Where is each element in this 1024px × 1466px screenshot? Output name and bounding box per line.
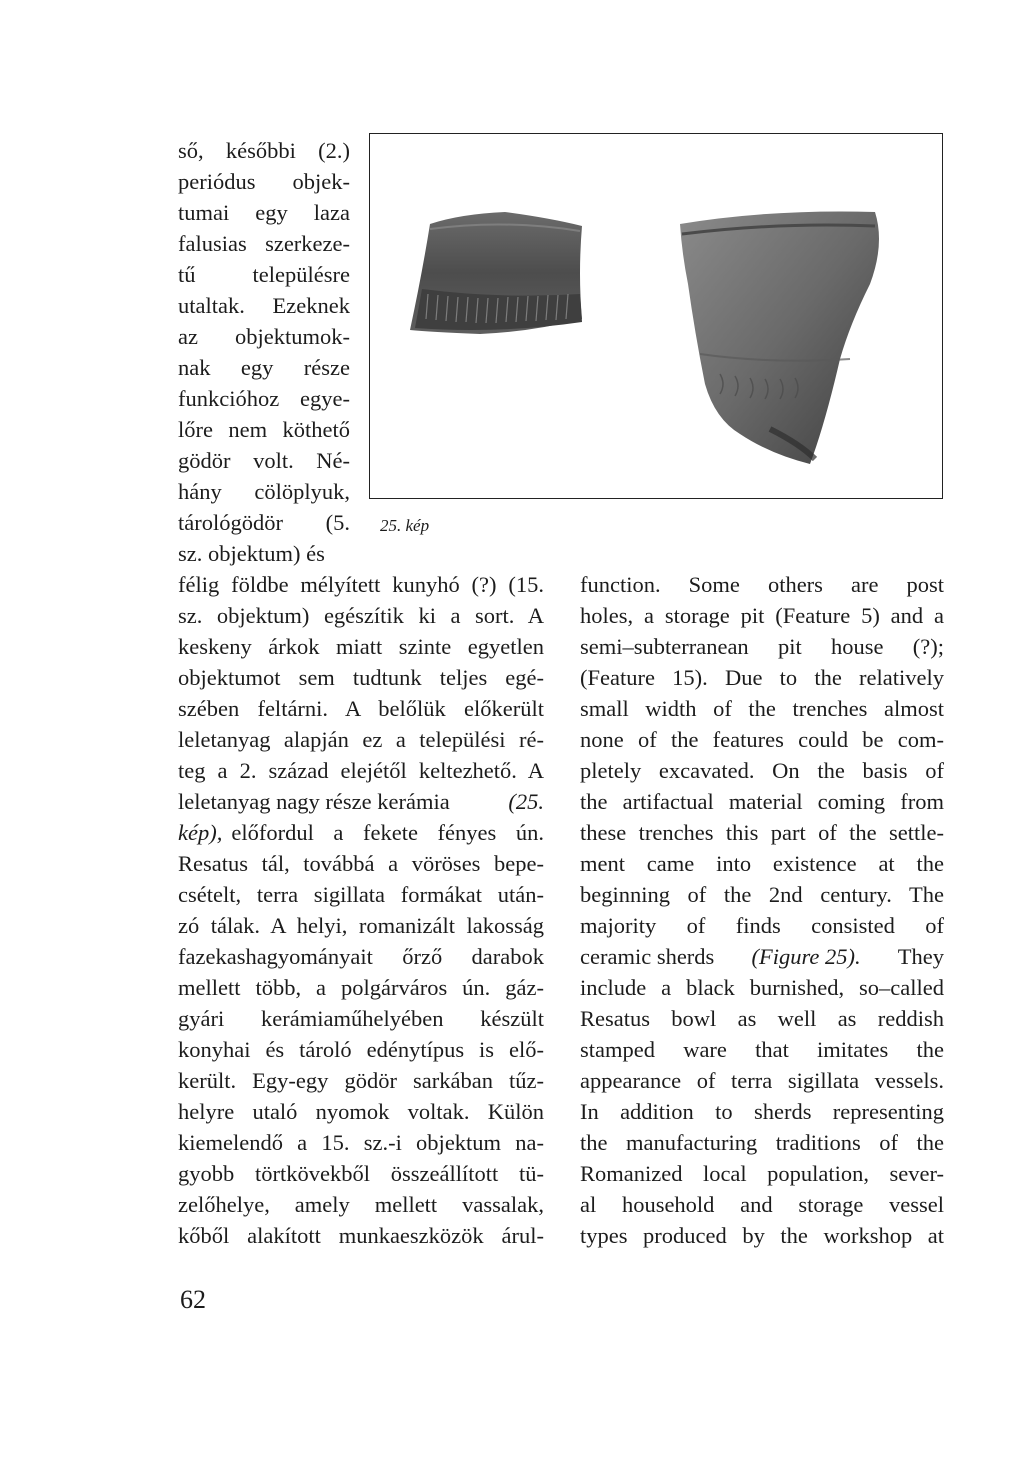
- right-text-line: types produced by the workshop at: [580, 1223, 944, 1248]
- left-text-line: tumai egy laza: [178, 200, 350, 225]
- left-text-line: kőből alakított munkaeszközök árul-: [178, 1223, 544, 1248]
- right-text-line: majority of finds consisted of: [580, 913, 944, 938]
- left-text-line: került. Egy-egy gödör sarkában tűz-: [178, 1068, 544, 1093]
- left-text-line: gödör volt. Né-: [178, 448, 350, 473]
- left-text-line: hány cölöplyuk,: [178, 479, 350, 504]
- right-text-line: stamped ware that imitates the: [580, 1037, 944, 1062]
- left-text-line: zó tálak. A helyi, romanizált lakosság: [178, 913, 544, 938]
- right-text-line: appearance of terra sigillata vessels.: [580, 1068, 944, 1093]
- left-text-line: szében feltárni. A belőlük előkerült: [178, 696, 544, 721]
- right-text-line: include a black burnished, so–called: [580, 975, 944, 1000]
- right-text-line: Romanized local population, sever-: [580, 1161, 944, 1186]
- left-text-segment: leletanyag nagy része kerámia: [178, 789, 450, 814]
- left-text-line: nak egy része: [178, 355, 350, 380]
- figure-reference: (Figure 25).: [751, 944, 861, 969]
- left-text-line: zelőhelye, amely mellett vassalak,: [178, 1192, 544, 1217]
- figure-reference: kép),: [178, 820, 223, 845]
- left-sherd: [410, 212, 582, 334]
- right-text-line: pletely excavated. On the basis of: [580, 758, 944, 783]
- left-text-line: leletanyag alapján ez a települési ré-: [178, 727, 544, 752]
- left-text-line: objektumot sem tudtunk teljes egé-: [178, 665, 544, 690]
- left-text-line: tárológödör (5.: [178, 510, 350, 535]
- right-text-line: the artifactual material coming from: [580, 789, 944, 814]
- left-text-line: sz. objektum) és: [178, 541, 325, 566]
- left-text-line: Resatus tál, továbbá a vöröses bepe-: [178, 851, 544, 876]
- left-text-line: tű településre: [178, 262, 350, 287]
- right-text-segment: ceramic sherds: [580, 944, 715, 969]
- right-text-line: none of the features could be com-: [580, 727, 944, 752]
- left-text-line: keskeny árkok miatt szinte egyetlen: [178, 634, 544, 659]
- left-text-line: fazekashagyományait őrző darabok: [178, 944, 544, 969]
- left-text-line: periódus objek-: [178, 169, 350, 194]
- right-text-line: [580, 942, 944, 972]
- right-text-line: the manufacturing traditions of the: [580, 1130, 944, 1155]
- right-text-line: (Feature 15). Due to the relatively: [580, 665, 944, 690]
- left-text-line: [178, 818, 544, 848]
- right-text-line: semi–subterranean pit house (?);: [580, 634, 944, 659]
- left-text-line: teg a 2. század elejétől keltezhető. A: [178, 758, 544, 783]
- right-text-line: function. Some others are post: [580, 572, 944, 597]
- right-text-segment: They: [897, 944, 944, 969]
- right-text-line: Resatus bowl as well as reddish: [580, 1006, 944, 1031]
- left-text-line: gyári kerámiaműhelyében készült: [178, 1006, 544, 1031]
- left-text-line: az objektumok-: [178, 324, 350, 349]
- left-text-line: félig földbe mélyített kunyhó (?) (15.: [178, 572, 544, 597]
- left-text-line: gyobb törtkövekből összeállított tü-: [178, 1161, 544, 1186]
- figure-reference: (25.: [508, 789, 544, 814]
- right-text-line: al household and storage vessel: [580, 1192, 944, 1217]
- figure-caption: 25. kép: [380, 516, 430, 535]
- right-text-line: ment came into existence at the: [580, 851, 944, 876]
- page-number: 62: [180, 1285, 206, 1314]
- left-text-line: utaltak. Ezeknek: [178, 293, 350, 318]
- left-text-line: lőre nem köthető: [178, 417, 350, 442]
- right-sherd: [680, 212, 879, 465]
- left-text-line: sz. objektum) egészítik ki a sort. A: [178, 603, 544, 628]
- left-text-line: csételt, terra sigillata formákat után-: [178, 882, 544, 907]
- figure-frame: [369, 133, 943, 499]
- left-text-line: falusias szerkeze-: [178, 231, 350, 256]
- right-text-line: small width of the trenches almost: [580, 696, 944, 721]
- right-text-line: holes, a storage pit (Feature 5) and a: [580, 603, 944, 628]
- right-text-line: In addition to sherds representing: [580, 1099, 944, 1124]
- left-text-line: [178, 787, 544, 817]
- left-text-line: konyhai és tároló edénytípus is elő-: [178, 1037, 544, 1062]
- right-text-line: beginning of the 2nd century. The: [580, 882, 944, 907]
- left-text-line: ső, későbbi (2.): [178, 138, 350, 163]
- left-text-line: funkcióhoz egye-: [178, 386, 350, 411]
- left-text-segment: előfordul a fekete fényes ún.: [231, 820, 544, 845]
- left-text-line: kiemelendő a 15. sz.-i objektum na-: [178, 1130, 544, 1155]
- left-text-line: mellett több, a polgárváros ún. gáz-: [178, 975, 544, 1000]
- right-text-line: these trenches this part of the settle-: [580, 820, 944, 845]
- pottery-sherds-photo: [370, 134, 941, 497]
- left-text-line: helyre utaló nyomok voltak. Külön: [178, 1099, 544, 1124]
